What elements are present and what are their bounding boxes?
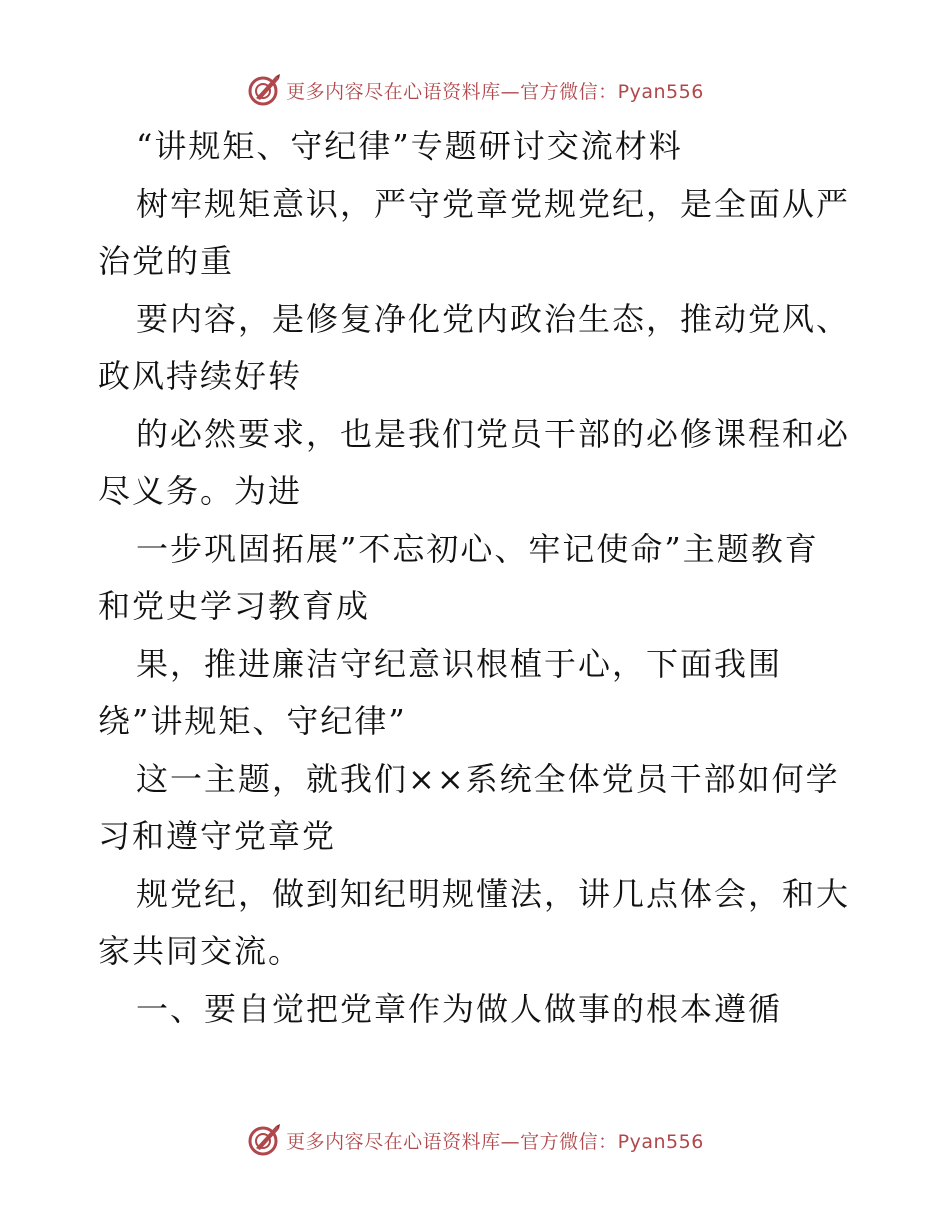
text-line-3: 要内容，是修复净化党内政治生态，推动党风、	[136, 299, 851, 338]
text-line-11: 这一主题，就我们××系统全体党员干部如何学	[136, 759, 840, 798]
quill-pen-circle-icon	[246, 72, 282, 108]
watermark-text: 更多内容尽在心语资料库—官方微信：Pyan556	[286, 1130, 704, 1153]
header-watermark	[0, 70, 950, 110]
document-title: “讲规矩、守纪律”专题研讨交流材料	[136, 127, 683, 165]
text-line-5: 的必然要求，也是我们党员干部的必修课程和必	[136, 414, 851, 453]
text-line-2: 治党的重	[98, 242, 235, 280]
text-line-6: 尽义务。为进	[98, 472, 303, 510]
text-line-10: 绕”讲规矩、守纪律”	[98, 702, 407, 740]
text-line-14: 家共同交流。	[98, 932, 303, 970]
text-line-12: 习和遵守党章党	[98, 817, 337, 855]
text-line-9: 果，推进廉洁守纪意识根植于心，下面我围	[136, 644, 783, 683]
text-line-8: 和党史学习教育成	[98, 587, 371, 625]
text-line-4: 政风持续好转	[98, 357, 303, 395]
footer-watermark	[0, 1120, 950, 1160]
text-line-1: 树牢规矩意识，严守党章党规党纪，是全面从严	[136, 184, 851, 223]
section-heading-1: 一、要自觉把党章作为做人做事的根本遵循	[136, 989, 783, 1028]
watermark-text: 更多内容尽在心语资料库—官方微信：Pyan556	[286, 80, 704, 103]
text-line-7: 一步巩固拓展”不忘初心、牢记使命”主题教育	[136, 529, 819, 568]
document-body	[98, 118, 858, 1038]
text-line-13: 规党纪，做到知纪明规懂法，讲几点体会，和大	[136, 874, 851, 913]
quill-pen-circle-icon	[246, 1122, 282, 1158]
